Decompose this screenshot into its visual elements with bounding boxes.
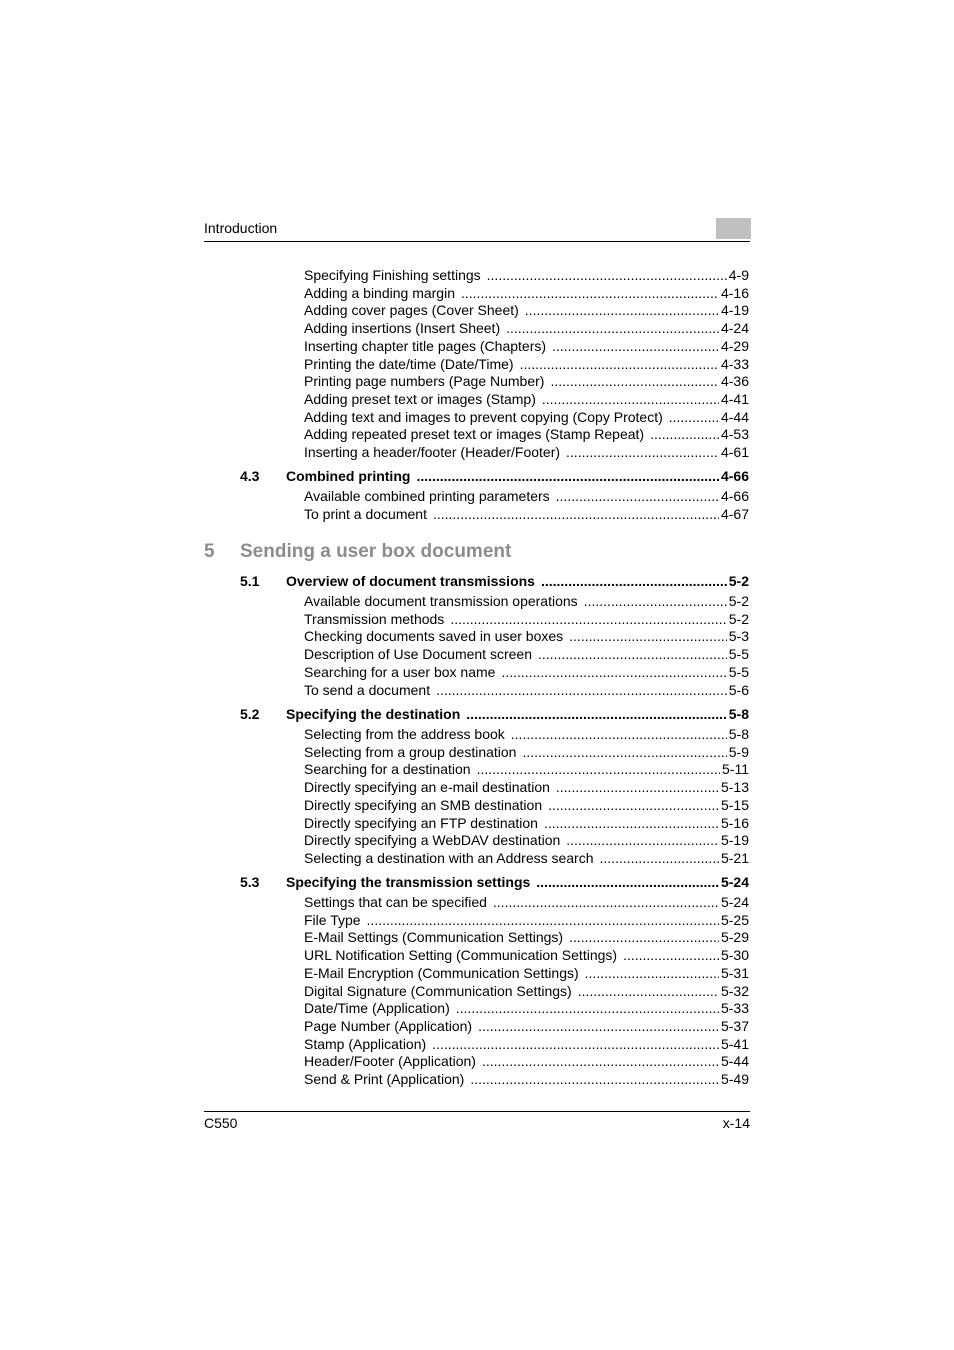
- toc-leader-dots: [569, 627, 727, 645]
- toc-entry-label: Settings that can be specified: [304, 894, 487, 910]
- toc-leader-dots: [493, 893, 719, 911]
- toc-entry-label: Overview of document transmissions: [286, 573, 535, 589]
- toc-leader-dots: [584, 592, 727, 610]
- toc-entry-label: Adding repeated preset text or images (Stamp Repeat): [304, 426, 645, 442]
- header-title: Introduction: [204, 220, 278, 236]
- toc-entry-label: Combined printing: [286, 468, 411, 484]
- header-rule: [204, 241, 750, 242]
- toc-entry-page: 4-61: [720, 444, 749, 460]
- toc-entry[interactable]: [304, 778, 749, 796]
- toc-entry[interactable]: [304, 627, 749, 645]
- chapter-heading: [204, 541, 511, 563]
- toc-leader-dots: [536, 873, 719, 891]
- toc-entry[interactable]: [304, 425, 749, 443]
- toc-entry-page: 5-29: [720, 929, 749, 945]
- toc-entry-label: Date/Time (Application): [304, 1000, 450, 1016]
- section-number: 5.3: [240, 874, 260, 890]
- toc-entry-page: 5-5: [728, 646, 749, 662]
- toc-section-entry[interactable]: [286, 705, 749, 723]
- toc-entry-page: 4-29: [720, 338, 749, 354]
- toc-leader-dots: [578, 982, 719, 1000]
- toc-entry-page: 4-24: [720, 320, 749, 336]
- toc-entry-label: Specifying the transmission settings: [286, 874, 531, 890]
- toc-entry-label: Inserting a header/footer (Header/Footer): [304, 444, 561, 460]
- toc-entry-page: 4-16: [720, 285, 749, 301]
- toc-entry-label: Selecting a destination with an Address search: [304, 850, 594, 866]
- toc-entry-page: 4-33: [720, 356, 749, 372]
- toc-entry-page: 5-8: [728, 726, 749, 742]
- toc-entry-page: 5-2: [728, 573, 749, 589]
- toc-leader-dots: [600, 849, 719, 867]
- toc-leader-dots: [556, 487, 719, 505]
- toc-leader-dots: [623, 946, 719, 964]
- toc-entry[interactable]: [304, 645, 749, 663]
- toc-leader-dots: [585, 964, 719, 982]
- toc-entry-page: 5-31: [720, 965, 749, 981]
- toc-entry-page: 5-30: [720, 947, 749, 963]
- toc-entry[interactable]: [304, 408, 749, 426]
- toc-entry-page: 4-19: [720, 302, 749, 318]
- toc-leader-dots: [461, 284, 719, 302]
- toc-entry[interactable]: [304, 760, 749, 778]
- toc-entry[interactable]: [304, 1035, 749, 1053]
- toc-section-entry[interactable]: [286, 467, 749, 485]
- toc-entry[interactable]: [304, 505, 749, 523]
- toc-entry-label: E-Mail Encryption (Communication Settings): [304, 965, 579, 981]
- toc-entry-label: E-Mail Settings (Communication Settings): [304, 929, 564, 945]
- toc-leader-dots: [477, 760, 720, 778]
- toc-entry[interactable]: [304, 284, 749, 302]
- toc-entry-page: 4-67: [720, 506, 749, 522]
- toc-entry[interactable]: [304, 266, 749, 284]
- toc-entry-label: To print a document: [304, 506, 427, 522]
- toc-leader-dots: [511, 725, 727, 743]
- toc-entry-label: Specifying the destination: [286, 706, 461, 722]
- toc-leader-dots: [542, 390, 719, 408]
- header-tab-marker: [716, 218, 751, 239]
- toc-leader-dots: [470, 1070, 719, 1088]
- toc-entry-label: Stamp (Application): [304, 1036, 427, 1052]
- chapter-number: 5: [204, 541, 215, 562]
- toc-entry[interactable]: [304, 849, 749, 867]
- toc-leader-dots: [522, 743, 726, 761]
- toc-leader-dots: [566, 443, 719, 461]
- footer-rule: [204, 1111, 750, 1112]
- toc-leader-dots: [669, 408, 719, 426]
- toc-entry[interactable]: [304, 487, 749, 505]
- toc-entry[interactable]: [304, 1070, 749, 1088]
- toc-leader-dots: [550, 372, 719, 390]
- toc-entry[interactable]: [304, 964, 749, 982]
- toc-entry[interactable]: [304, 681, 749, 699]
- toc-leader-dots: [501, 663, 726, 681]
- toc-entry-label: Printing page numbers (Page Number): [304, 373, 545, 389]
- toc-entry-label: Directly specifying an e-mail destination: [304, 779, 550, 795]
- toc-entry-page: 4-66: [720, 468, 749, 484]
- toc-entry-page: 4-66: [720, 488, 749, 504]
- toc-entry-page: 5-21: [720, 850, 749, 866]
- toc-entry-page: 5-11: [722, 761, 749, 777]
- toc-entry[interactable]: [304, 725, 749, 743]
- toc-entry-label: Directly specifying an SMB destination: [304, 797, 543, 813]
- toc-entry-page: 5-13: [720, 779, 749, 795]
- toc-entry[interactable]: [304, 592, 749, 610]
- toc-entry-label: Available document transmission operations: [304, 593, 578, 609]
- toc-leader-dots: [544, 814, 719, 832]
- toc-entry-label: Adding insertions (Insert Sheet): [304, 320, 501, 336]
- chapter-title: Sending a user box document: [240, 541, 512, 562]
- section-number: 5.2: [240, 706, 260, 722]
- section-number: 4.3: [240, 468, 260, 484]
- footer-page-number: x-14: [722, 1115, 750, 1131]
- toc-entry-page: 5-19: [720, 832, 749, 848]
- toc-leader-dots: [432, 1035, 719, 1053]
- toc-entry[interactable]: [304, 946, 749, 964]
- toc-entry-label: Header/Footer (Application): [304, 1053, 476, 1069]
- toc-entry-label: Transmission methods: [304, 611, 445, 627]
- toc-entry[interactable]: [304, 928, 749, 946]
- toc-entry-page: 4-9: [728, 267, 749, 283]
- toc-leader-dots: [456, 999, 719, 1017]
- toc-entry-label: Checking documents saved in user boxes: [304, 628, 564, 644]
- toc-entry-page: 5-41: [720, 1036, 749, 1052]
- toc-entry-page: 5-25: [720, 912, 749, 928]
- toc-leader-dots: [566, 831, 719, 849]
- toc-leader-dots: [466, 705, 727, 723]
- toc-entry-page: 5-2: [728, 593, 749, 609]
- toc-entry-page: 4-53: [720, 426, 749, 442]
- toc-entry-label: Selecting from a group destination: [304, 744, 517, 760]
- toc-entry[interactable]: [304, 390, 749, 408]
- toc-entry-page: 5-16: [720, 815, 749, 831]
- toc-entry[interactable]: [304, 610, 749, 628]
- toc-entry[interactable]: [304, 911, 749, 929]
- toc-entry[interactable]: [304, 831, 749, 849]
- toc-entry-label: Send & Print (Application): [304, 1071, 465, 1087]
- section-number: 5.1: [240, 573, 260, 589]
- toc-leader-dots: [650, 425, 719, 443]
- toc-section-entry[interactable]: [286, 572, 749, 590]
- toc-entry-label: Adding cover pages (Cover Sheet): [304, 302, 519, 318]
- toc-entry-page: 5-24: [720, 874, 749, 890]
- toc-entry-label: Searching for a destination: [304, 761, 471, 777]
- toc-entry-page: 5-5: [728, 664, 749, 680]
- toc-entry-page: 5-6: [728, 682, 749, 698]
- footer-model: C550: [204, 1115, 238, 1131]
- toc-entry-label: Adding a binding margin: [304, 285, 455, 301]
- toc-entry[interactable]: [304, 663, 749, 681]
- toc-leader-dots: [436, 681, 727, 699]
- toc-leader-dots: [569, 928, 719, 946]
- toc-entry-label: Printing the date/time (Date/Time): [304, 356, 514, 372]
- toc-entry-page: 4-44: [720, 409, 749, 425]
- toc-entry-page: 5-44: [720, 1053, 749, 1069]
- toc-section-entry[interactable]: [286, 873, 749, 891]
- toc-leader-dots: [433, 505, 719, 523]
- toc-leader-dots: [367, 911, 719, 929]
- toc-entry-page: 5-33: [720, 1000, 749, 1016]
- toc-leader-dots: [482, 1052, 719, 1070]
- toc-entry-label: Adding text and images to prevent copying (Copy Protect): [304, 409, 663, 425]
- toc-entry-label: Adding preset text or images (Stamp): [304, 391, 536, 407]
- toc-entry[interactable]: [304, 999, 749, 1017]
- toc-entry[interactable]: [304, 319, 749, 337]
- toc-leader-dots: [548, 796, 719, 814]
- toc-entry-label: Digital Signature (Communication Settings): [304, 983, 572, 999]
- toc-entry-page: 4-36: [720, 373, 749, 389]
- toc-leader-dots: [552, 337, 719, 355]
- toc-leader-dots: [525, 301, 719, 319]
- toc-entry-label: Specifying Finishing settings: [304, 267, 481, 283]
- toc-entry[interactable]: [304, 893, 749, 911]
- toc-entry[interactable]: [304, 372, 749, 390]
- toc-leader-dots: [538, 645, 727, 663]
- toc-entry-label: Directly specifying an FTP destination: [304, 815, 538, 831]
- toc-entry-label: Page Number (Application): [304, 1018, 473, 1034]
- toc-entry-label: Available combined printing parameters: [304, 488, 550, 504]
- toc-entry-label: Inserting chapter title pages (Chapters): [304, 338, 547, 354]
- toc-entry-page: 4-41: [720, 391, 749, 407]
- toc-entry-label: URL Notification Setting (Communication Settings): [304, 947, 618, 963]
- toc-leader-dots: [450, 610, 726, 628]
- toc-leader-dots: [556, 778, 719, 796]
- toc-entry[interactable]: [304, 337, 749, 355]
- toc-entry-label: Searching for a user box name: [304, 664, 496, 680]
- toc-entry-page: 5-3: [728, 628, 749, 644]
- toc-entry-page: 5-8: [728, 706, 749, 722]
- toc-entry-page: 5-49: [720, 1071, 749, 1087]
- toc-entry[interactable]: [304, 743, 749, 761]
- toc-entry-page: 5-2: [728, 611, 749, 627]
- toc-entry[interactable]: [304, 443, 749, 461]
- toc-entry-page: 5-15: [720, 797, 749, 813]
- toc-entry-label: Directly specifying a WebDAV destination: [304, 832, 561, 848]
- toc-entry-page: 5-24: [720, 894, 749, 910]
- toc-entry-page: 5-32: [720, 983, 749, 999]
- toc-entry[interactable]: [304, 814, 749, 832]
- toc-entry[interactable]: [304, 355, 749, 373]
- toc-entry-page: 5-37: [720, 1018, 749, 1034]
- toc-leader-dots: [541, 572, 727, 590]
- toc-entry[interactable]: [304, 1052, 749, 1070]
- toc-leader-dots: [478, 1017, 719, 1035]
- toc-entry[interactable]: [304, 982, 749, 1000]
- toc-entry[interactable]: [304, 301, 749, 319]
- toc-leader-dots: [416, 467, 719, 485]
- toc-entry-label: Selecting from the address book: [304, 726, 505, 742]
- toc-entry[interactable]: [304, 796, 749, 814]
- toc-leader-dots: [506, 319, 719, 337]
- toc-entry[interactable]: [304, 1017, 749, 1035]
- toc-entry-label: File Type: [304, 912, 361, 928]
- toc-entry-label: To send a document: [304, 682, 431, 698]
- toc-entry-label: Description of Use Document screen: [304, 646, 532, 662]
- toc-entry-page: 5-9: [728, 744, 749, 760]
- toc-leader-dots: [520, 355, 719, 373]
- toc-leader-dots: [487, 266, 727, 284]
